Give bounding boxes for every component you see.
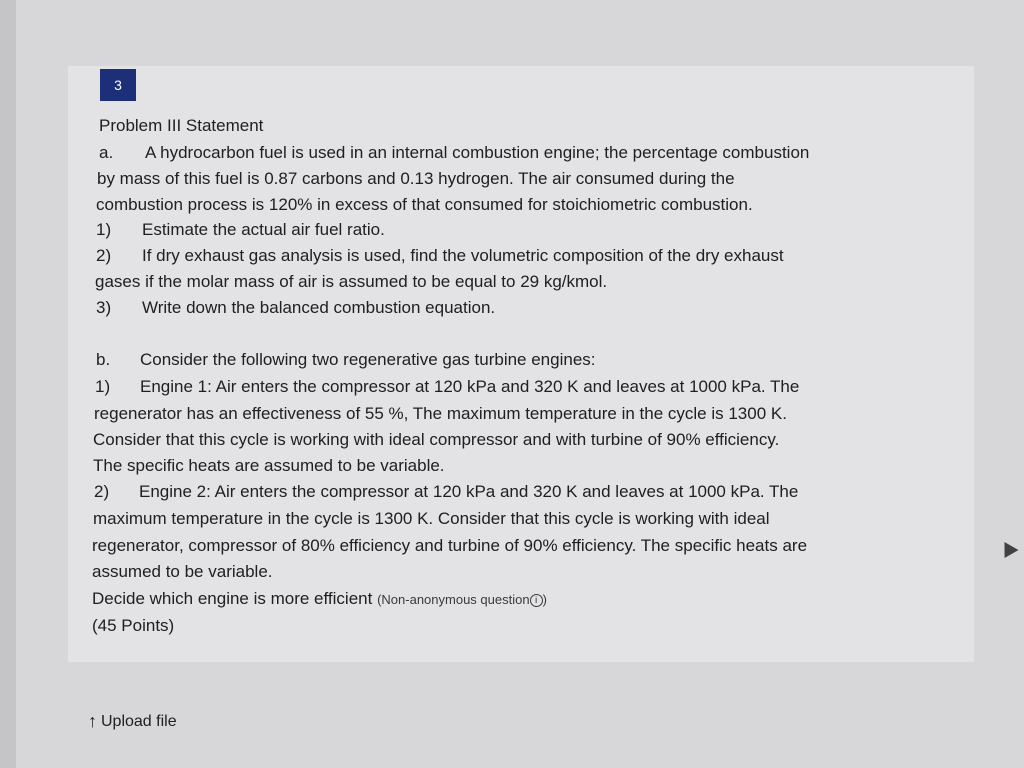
question-title: Problem III Statement: [99, 116, 264, 135]
part-b-label: b.: [96, 350, 111, 369]
engine-1-number: 1): [95, 377, 111, 396]
question-number-badge: 3: [100, 69, 136, 101]
part-a-line-3: combustion process is 120% in excess of that consumed for stoichiometric combustion.: [96, 195, 753, 214]
part-a-item-2-text: If dry exhaust gas analysis is used, find the volumetric composition of the dry exhaust: [142, 246, 784, 265]
part-b-intro: Consider the following two regenerative gas turbine engines:: [140, 350, 596, 369]
info-icon[interactable]: i: [530, 594, 543, 607]
mouse-cursor: [998, 538, 1019, 558]
engine-2-line-3: regenerator, compressor of 80% efficiency and turbine of 90% efficiency. The specific heats are: [92, 536, 808, 555]
non-anonymous-hint-close: ): [542, 592, 547, 607]
engine-1-line-1: Engine 1: Air enters the compressor at 120 kPa and 320 K and leaves at 1000 kPa. The: [140, 377, 800, 396]
decide-text: Decide which engine is more efficient: [92, 589, 373, 608]
part-a-label: a.: [99, 143, 114, 162]
part-a-line-2: by mass of this fuel is 0.87 carbons and 0.13 hydrogen. The air consumed during the: [97, 169, 735, 188]
part-a-item-1-text: Estimate the actual air fuel ratio.: [142, 220, 385, 239]
screen-edge: [0, 0, 16, 768]
part-a-item-1-number: 1): [96, 220, 112, 239]
engine-1-line-4: The specific heats are assumed to be variable.: [93, 456, 445, 475]
engine-2-line-2: maximum temperature in the cycle is 1300 K. Consider that this cycle is working with ideal: [93, 509, 770, 528]
engine-1-line-3: Consider that this cycle is working with ideal compressor and with turbine of 90% efficiency.: [93, 430, 780, 449]
part-a-line-1: A hydrocarbon fuel is used in an internal combustion engine; the percentage combustion: [145, 143, 810, 162]
engine-2-line-4: assumed to be variable.: [92, 562, 273, 581]
upload-file-label: Upload file: [101, 712, 177, 730]
part-a-item-2-number: 2): [96, 246, 112, 265]
non-anonymous-hint: (Non-anonymous question: [377, 592, 530, 607]
engine-2-number: 2): [94, 482, 110, 501]
upload-file-button[interactable]: [88, 711, 177, 732]
decide-line: [92, 589, 547, 610]
part-a-item-2-continued: gases if the molar mass of air is assumed to be equal to 29 kg/kmol.: [95, 272, 608, 291]
upload-icon: ↑: [88, 711, 97, 731]
engine-1-line-2: regenerator has an effectiveness of 55 %, The maximum temperature in the cycle is 1300 K.: [94, 404, 787, 423]
part-a-item-3-number: 3): [96, 298, 112, 317]
part-a-item-3-text: Write down the balanced combustion equation.: [142, 298, 496, 317]
engine-2-line-1: Engine 2: Air enters the compressor at 120 kPa and 320 K and leaves at 1000 kPa. The: [139, 482, 799, 501]
points-label: (45 Points): [92, 616, 175, 635]
